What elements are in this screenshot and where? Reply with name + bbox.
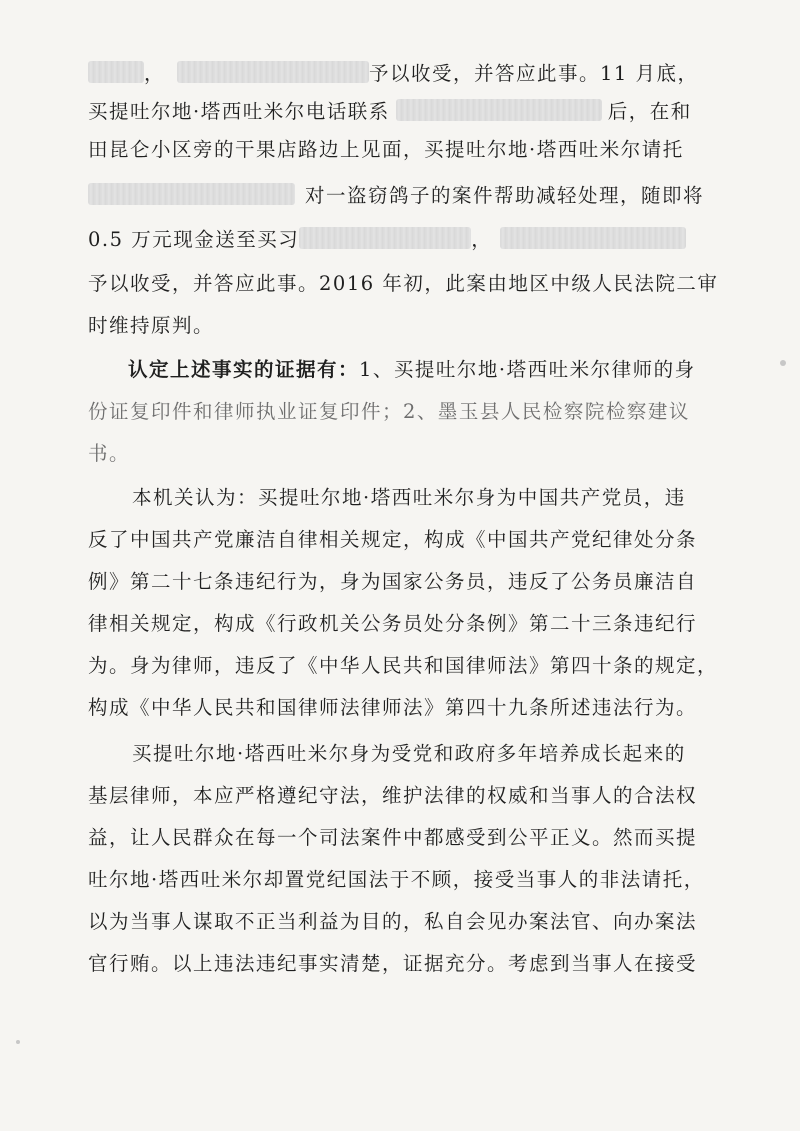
- text-segment: 后，在和: [607, 100, 692, 123]
- text-segment: 基层律师，本应严格遵纪守法，维护法律的权威和当事人的合法权: [88, 784, 698, 807]
- p3-line-4: [88, 600, 704, 644]
- text-segment: 例》第二十七条违纪行为，身为国家公务员，违反了公务员廉洁自: [88, 570, 698, 593]
- text-segment: 以为当事人谋取不正当利益为目的，私自会见办案法官、向办案法: [88, 910, 698, 933]
- p2-line-3: [88, 430, 704, 474]
- text-segment: 予以收受，并答应此事。2016 年初，此案由地区中级人民法院二审: [88, 272, 719, 295]
- text-segment: 本机关认为：买提吐尔地·塔西吐米尔身为中国共产党员，违: [132, 486, 686, 509]
- text-segment: 为。身为律师，违反了《中华人民共和国律师法》第四十条的规定，: [88, 654, 719, 677]
- text-segment: 益，让人民群众在每一个司法案件中都感受到公平正义。然而买提: [88, 826, 698, 849]
- text-segment: 田昆仑小区旁的干果店路边上见面，买提吐尔地·塔西吐米尔请托: [88, 138, 684, 161]
- text-segment: 买提吐尔地·塔西吐米尔身为受党和政府多年培养成长起来的: [132, 742, 686, 765]
- text-segment: 反了中国共产党廉洁自律相关规定，构成《中国共产党纪律处分条: [88, 528, 698, 551]
- text-segment: 构成《中华人民共和国律师法律师法》第四十九条所述违法行为。: [88, 696, 698, 719]
- text-segment: 予以收受，并答应此事。11 月底，: [369, 62, 699, 85]
- p4-line-6: [88, 940, 704, 984]
- redacted-name: [177, 61, 369, 83]
- redacted-name: [88, 183, 295, 205]
- p4-line-4: [88, 856, 704, 900]
- text-segment: 买提吐尔地·塔西吐米尔电话联系: [88, 100, 390, 123]
- text-segment: 时维持原判。: [88, 314, 215, 337]
- p3-line-1: [132, 474, 704, 518]
- p2-line-2: [88, 388, 704, 432]
- p2-line-1: [128, 346, 704, 390]
- text-segment: 1、买提吐尔地·塔西吐米尔律师的身: [359, 358, 696, 381]
- text-segment: 0.5 万元现金送至买习: [88, 228, 300, 251]
- redacted-name: [88, 61, 144, 83]
- text-segment: 对一盗窃鸽子的案件帮助减轻处理，随即将: [304, 184, 704, 207]
- text-segment: ，: [144, 62, 166, 85]
- p4-line-1: [132, 730, 704, 774]
- text-segment: 吐尔地·塔西吐米尔却置党纪国法于不顾，接受当事人的非法请托，: [88, 868, 705, 891]
- p1-line-5: [88, 216, 704, 260]
- p3-line-6: [88, 684, 704, 728]
- p4-line-3: [88, 814, 704, 858]
- p4-line-5: [88, 898, 704, 942]
- p1-line-7: [88, 302, 704, 346]
- p3-line-5: [88, 642, 719, 686]
- p1-line-3: [88, 126, 704, 170]
- scan-speck: [780, 360, 786, 366]
- p3-line-2: [88, 516, 704, 560]
- text-segment: 书。: [88, 442, 131, 465]
- text-segment: 官行贿。以上违法违纪事实清楚，证据充分。考虑到当事人在接受: [88, 952, 698, 975]
- text-segment: ，: [471, 228, 493, 251]
- p1-line-4: [88, 172, 704, 216]
- evidence-heading: 认定上述事实的证据有：: [128, 358, 360, 381]
- text-segment: 份证复印件和律师执业证复印件；2、墨玉县人民检察院检察建议: [88, 400, 690, 423]
- redacted-name: [299, 227, 471, 249]
- scan-speck: [16, 1040, 20, 1044]
- redacted-name: [500, 227, 686, 249]
- text-segment: 律相关规定，构成《行政机关公务员处分条例》第二十三条违纪行: [88, 612, 698, 635]
- redacted-name: [396, 99, 602, 121]
- p4-line-2: [88, 772, 704, 816]
- p3-line-3: [88, 558, 704, 602]
- p1-line-6: [88, 260, 719, 304]
